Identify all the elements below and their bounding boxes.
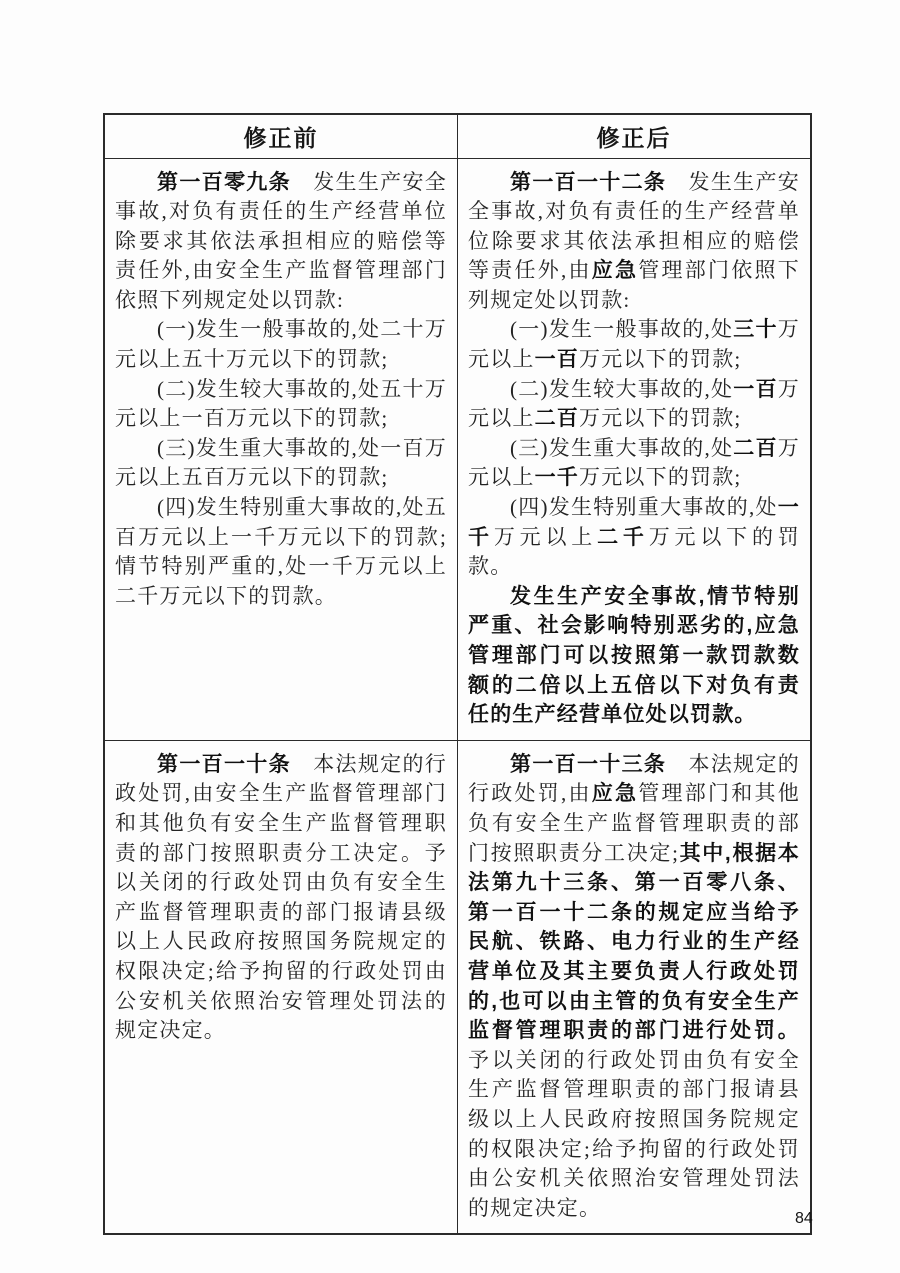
text-run: 万元以下的罚款。 — [468, 524, 801, 579]
emphasized-text-run: 一千 — [468, 496, 800, 549]
text-run: (一)发生一般事故的,处 — [510, 317, 734, 342]
text-run: (一)发生一般事故的,处二十万元以上五十万元以下的罚款; — [115, 317, 447, 372]
emphasized-text-run: 发生生产安全事故,情节特别严重、社会影响特别恶劣的,应急管理部门可以按照第一款罚款数额的二倍以上五倍以下对负有责任的生产经营单位处以罚款。 — [468, 584, 800, 727]
paragraph — [468, 168, 800, 316]
text-run: (二)发生较大事故的,处五十万元以上一百万元以下的罚款; — [115, 376, 447, 431]
cell-before-article-110 — [104, 740, 458, 1234]
text-run: 发生生产安全事故,对负有责任的生产经营单位除要求其依法承担相应的赔偿等责任外,由 — [468, 169, 800, 283]
text-run: 万元以上 — [468, 317, 800, 372]
comparison-table — [103, 113, 812, 1235]
emphasized-text-run: 二千 — [597, 525, 649, 549]
text-run: (三)发生重大事故的,处 — [510, 435, 734, 460]
paragraph — [468, 493, 800, 582]
paragraph — [115, 168, 447, 316]
text-run: (四)发生特别重大事故的,处 — [510, 495, 778, 520]
emphasized-text-run: 其中,根据本法第九十三条、第一百零八条、第一百一十二条的规定应当给予民航、铁路、电力行业的生产经营单位及其主要负责人行政处罚的,也可以由主管的负有安全生产监督管理职责的部门进行处罚。 — [468, 841, 800, 1043]
emphasized-text-run: 三十 — [733, 318, 778, 342]
emphasized-text-run: 二百 — [733, 436, 778, 460]
paragraph — [468, 375, 800, 434]
emphasized-text-run: 一千 — [534, 466, 580, 490]
emphasized-text-run: 应急 — [591, 259, 639, 283]
column-header-after: 修正后 — [458, 114, 812, 158]
paragraph — [468, 315, 800, 374]
emphasized-text-run: 第一百一十二条 — [510, 170, 667, 194]
text-run: (四)发生特别重大事故的,处五百万元以上一千万元以下的罚款;情节特别严重的,处一千万元以上二千万元以下的罚款。 — [115, 495, 447, 608]
emphasized-text-run: 第一百一十三条 — [510, 752, 667, 776]
cell-before-article-109 — [104, 158, 458, 740]
text-run: 管理部门和其他负有安全生产监督管理职责的部门按照职责分工决定; — [468, 781, 800, 865]
emphasized-text-run: 一百 — [733, 377, 778, 401]
paragraph — [468, 582, 800, 730]
emphasized-text-run: 应急 — [591, 782, 639, 806]
text-run: 万元以下的罚款; — [579, 347, 742, 372]
emphasized-text-run: 一百 — [534, 348, 580, 372]
cell-after-article-113 — [458, 740, 812, 1234]
column-header-before: 修正前 — [104, 114, 458, 158]
text-run: (二)发生较大事故的,处 — [510, 376, 734, 401]
text-run: 万元以上 — [493, 524, 598, 549]
paragraph — [115, 434, 447, 493]
text-run: 本法规定的行政处罚,由安全生产监督管理部门和其他负有安全生产监督管理职责的部门按照职责分工决定。予以关闭的行政处罚由负有安全生产监督管理职责的部门报请县级以上人民政府按照国务院规定的权限决定;给予拘留的行政处罚由公安机关依照治安管理处罚法的规定决定。 — [115, 751, 448, 1043]
text-run: 万元以上 — [468, 435, 800, 490]
table-row — [104, 158, 811, 740]
text-run: 予以关闭的行政处罚由负有安全生产监督管理职责的部门报请县级以上人民政府按照国务院规定的权限决定;给予拘留的行政处罚由公安机关依照治安管理处罚法的规定决定。 — [468, 1047, 800, 1220]
text-run: 发生生产安全事故,对负有责任的生产经营单位除要求其依法承担相应的赔偿等责任外,由安全生产监督管理部门依照下列规定处以罚款: — [115, 169, 448, 312]
page-number: 84 — [795, 1210, 813, 1227]
cell-after-article-112 — [458, 158, 812, 740]
paragraph — [468, 434, 800, 493]
text-run: 万元以上 — [468, 376, 800, 431]
text-run: 万元以下的罚款; — [579, 406, 742, 431]
paragraph — [115, 750, 447, 1046]
text-run: 万元以下的罚款; — [579, 465, 742, 490]
table-header-row — [104, 114, 811, 158]
paragraph — [115, 493, 447, 611]
text-run: (三)发生重大事故的,处一百万元以上五百万元以下的罚款; — [115, 435, 447, 490]
emphasized-text-run: 第一百零九条 — [157, 170, 291, 194]
paragraph — [468, 750, 800, 1224]
text-run: 管理部门依照下列规定处以罚款: — [468, 258, 800, 312]
emphasized-text-run: 第一百一十条 — [157, 752, 291, 776]
table-row — [104, 740, 811, 1234]
paragraph — [115, 315, 447, 374]
emphasized-text-run: 二百 — [534, 407, 580, 431]
text-run: 本法规定的行政处罚,由 — [468, 751, 800, 806]
paragraph — [115, 375, 447, 434]
